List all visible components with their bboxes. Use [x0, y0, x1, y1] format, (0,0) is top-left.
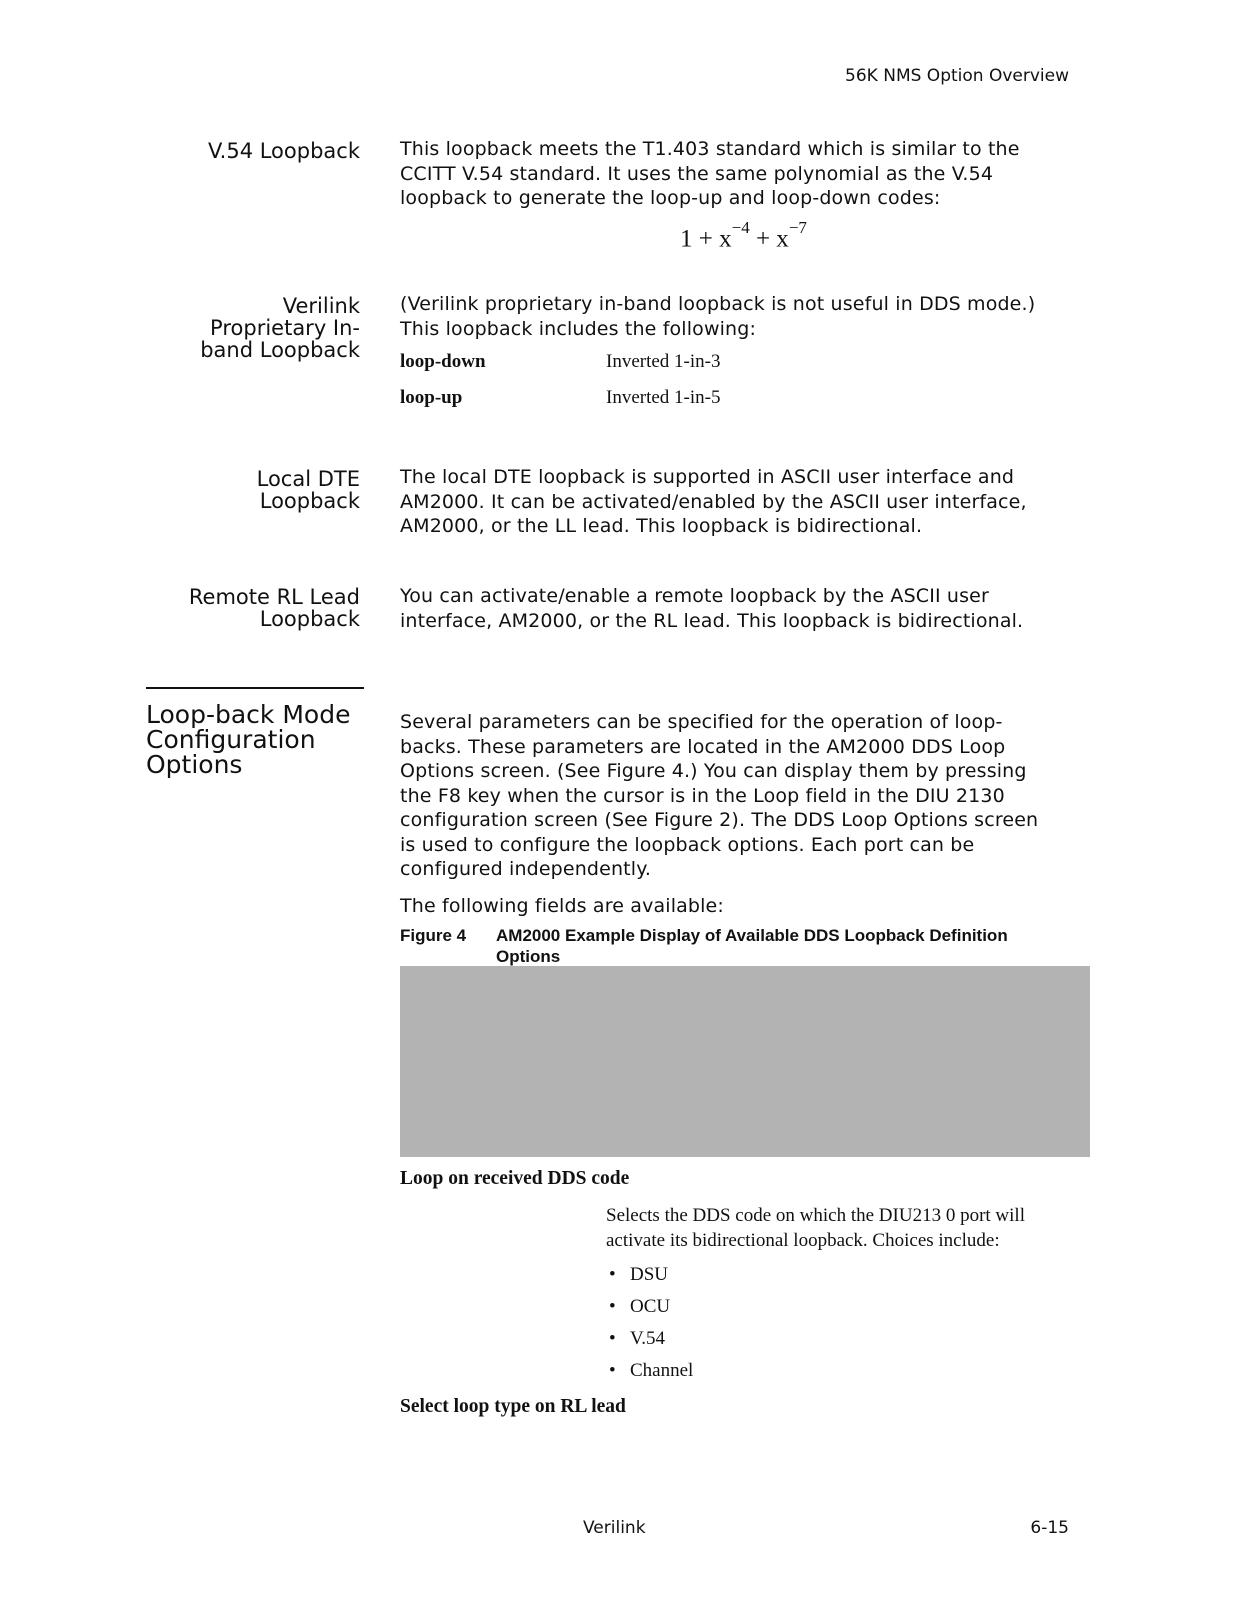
section-title-line-1: Loop-back Mode	[146, 700, 351, 729]
local-dte-heading-line-1: Local DTE	[256, 467, 360, 491]
figure-number: Figure 4	[400, 926, 467, 945]
verilink-line-2: This loopback includes the following:	[400, 317, 757, 340]
eq-exp-2: −7	[788, 218, 807, 237]
page-number: 6-15	[1030, 1518, 1069, 1538]
choice-ocu: OCU	[630, 1296, 671, 1317]
remote-rl-heading	[120, 586, 360, 630]
list-item	[606, 1323, 1086, 1355]
figure-caption-text	[496, 925, 1076, 967]
eq-mid: + x	[749, 225, 789, 253]
polynomial-equation	[680, 218, 807, 253]
v54-heading: V.54 Loopback	[208, 139, 360, 163]
loopback-mode-line-3: Options screen. (See Figure 4.) You can display them by pressing	[400, 760, 1027, 782]
verilink-heading-line-2: Proprietary In-	[210, 316, 360, 340]
eq-base: 1 + x	[680, 225, 732, 253]
verilink-heading-line-3: band Loopback	[200, 338, 360, 362]
remote-rl-line-1: You can activate/enable a remote loopback by the ASCII user	[400, 585, 989, 607]
remote-rl-line-2: interface, AM2000, or the RL lead. This loopback is bidirectional.	[400, 609, 1024, 632]
local-dte-heading	[120, 468, 360, 512]
remote-rl-heading-line-1: Remote RL Lead	[188, 585, 360, 609]
fields-intro: The following fields are available:	[400, 895, 724, 917]
field-name-loop-on-received-dds-code: Loop on received DDS code	[400, 1168, 630, 1189]
choice-v54: V.54	[630, 1328, 666, 1349]
loopback-mode-line-7: configured independently.	[400, 858, 652, 880]
bullet-icon: •	[609, 1296, 616, 1317]
footer-company: Verilink	[583, 1518, 646, 1538]
definition-term-loop-up: loop-up	[400, 387, 463, 408]
remote-rl-heading-line-2: Loopback	[259, 607, 360, 631]
local-dte-line-2: AM2000. It can be activated/enabled by the ASCII user interface,	[400, 490, 1027, 513]
verilink-heading-line-1: Verilink	[282, 294, 360, 318]
running-header: 56K NMS Option Overview	[845, 66, 1069, 86]
remote-rl-paragraph	[400, 584, 1100, 633]
local-dte-paragraph	[400, 465, 1100, 539]
v54-line-1: This loopback meets the T1.403 standard which is similar to the	[400, 138, 1020, 160]
v54-line-3: loopback to generate the loop-up and loop-down codes:	[400, 187, 941, 209]
field-description-loop-on-received-dds-code	[606, 1203, 1086, 1387]
loopback-mode-line-2: backs. These parameters are located in the AM2000 DDS Loop	[400, 735, 1006, 758]
figure-caption-line-1: AM2000 Example Display of Available DDS Loopback Definition	[496, 926, 1008, 945]
field-desc-line-2: activate its bidirectional loopback. Choices include:	[606, 1230, 1000, 1251]
verilink-heading	[120, 295, 360, 361]
local-dte-line-1: The local DTE loopback is supported in ASCII user interface and	[400, 466, 1015, 488]
definition-value-loop-down: Inverted 1-in-3	[606, 351, 721, 372]
section-rule	[146, 687, 364, 689]
field-name-select-loop-type-on-rl-lead: Select loop type on RL lead	[400, 1396, 626, 1417]
local-dte-heading-line-2: Loopback	[259, 489, 360, 513]
definition-term-loop-down: loop-down	[400, 351, 486, 372]
v54-line-2: CCITT V.54 standard. It uses the same polynomial as the V.54	[400, 162, 994, 185]
loopback-mode-line-4: the F8 key when the cursor is in the Loop field in the DIU 2130	[400, 784, 1005, 807]
verilink-paragraph	[400, 292, 1100, 341]
field-desc-line-1: Selects the DDS code on which the DIU213 0 port will	[606, 1205, 1025, 1226]
loopback-mode-line-5: configuration screen (See Figure 2). The DDS Loop Options screen	[400, 809, 1039, 831]
v54-paragraph	[400, 137, 1100, 211]
choice-channel: Channel	[630, 1360, 694, 1381]
choice-dsu: DSU	[630, 1264, 669, 1285]
bullet-icon: •	[609, 1328, 616, 1349]
section-title-line-2: Configuration	[146, 725, 316, 754]
bullet-icon: •	[609, 1360, 616, 1381]
figure-placeholder-image	[400, 966, 1090, 1157]
loopback-mode-line-1: Several parameters can be specified for the operation of loop-	[400, 711, 1003, 733]
list-item	[606, 1355, 1086, 1387]
figure-caption-line-2: Options	[496, 947, 561, 966]
local-dte-line-3: AM2000, or the LL lead. This loopback is bidirectional.	[400, 515, 923, 537]
loopback-mode-paragraph	[400, 710, 1100, 882]
list-item	[606, 1259, 1086, 1291]
section-title-line-3: Options	[146, 750, 243, 779]
section-title-loopback-mode	[146, 702, 386, 777]
verilink-line-1: (Verilink proprietary in-band loopback is not useful in DDS mode.)	[400, 293, 1036, 315]
definition-value-loop-up: Inverted 1-in-5	[606, 387, 721, 408]
loopback-mode-line-6: is used to configure the loopback options. Each port can be	[400, 833, 975, 856]
eq-exp-1: −4	[731, 218, 750, 237]
bullet-icon: •	[609, 1264, 616, 1285]
choices-list	[606, 1259, 1086, 1387]
list-item	[606, 1291, 1086, 1323]
